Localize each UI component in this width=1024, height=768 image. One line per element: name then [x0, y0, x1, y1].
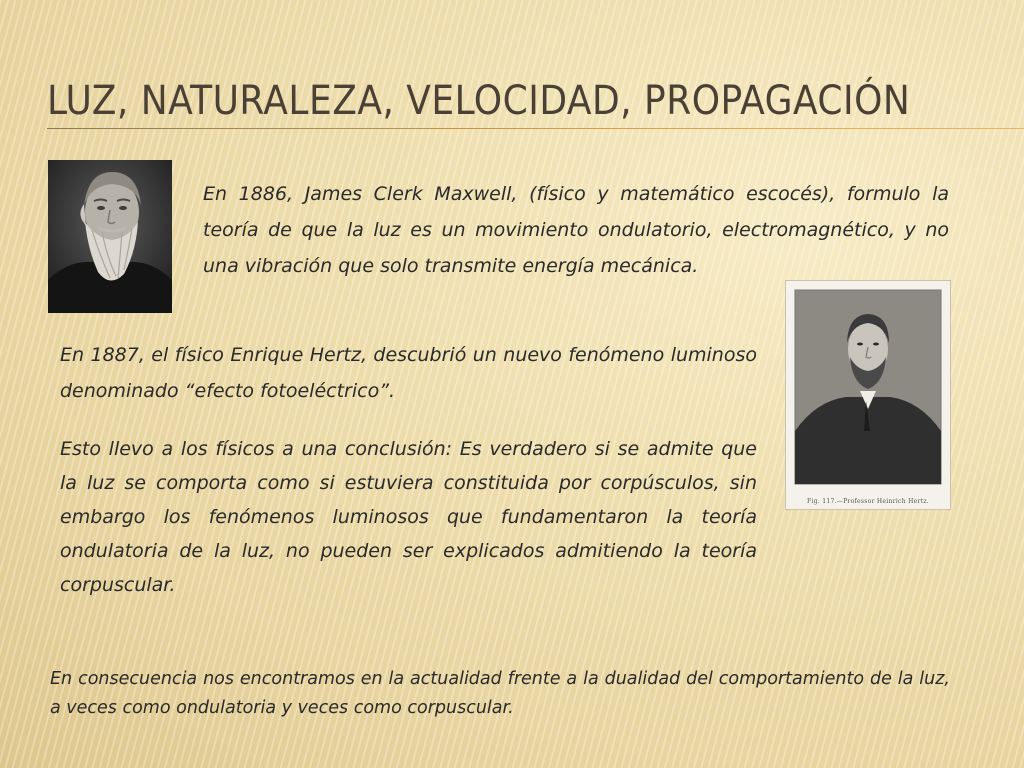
conclusion-paragraph: Esto llevo a los físicos a una conclusión: Es verdadero si se admite que la luz se comporta como si estuviera constituida por corpúsculos, sin embargo los fenómenos luminosos que fundamentaron la teoría ondulatoria de la luz, no pueden ser explicados admitiendo la teoría corpuscular. — [60, 438, 757, 596]
hertz-portrait — [785, 280, 951, 510]
hertz-paragraph: En 1887, el físico Enrique Hertz, descubrió un nuevo fenómeno luminoso denominado “efecto fotoeléctrico”. — [60, 344, 757, 402]
maxwell-portrait-drawing — [48, 160, 172, 313]
slide-title: LUZ, NATURALEZA, VELOCIDAD, PROPAGACIÓN — [47, 78, 911, 124]
hertz-portrait-drawing — [786, 281, 950, 487]
hertz-caption: Fig. 117.—Professor Heinrich Hertz. — [806, 498, 930, 505]
consequence-paragraph: En consecuencia nos encontramos en la actualidad frente a la dualidad del comportamiento de la luz, a veces como ondulatoria y veces como corpuscular. — [50, 669, 950, 718]
title-divider — [47, 128, 1024, 129]
maxwell-portrait — [48, 160, 172, 313]
maxwell-paragraph: En 1886, James Clerk Maxwell, (físico y matemático escocés), formulo la teoría de que la luz es un movimiento ondulatorio, electromagnético, y no una vibración que solo transmite energía mecánica. — [203, 183, 949, 277]
